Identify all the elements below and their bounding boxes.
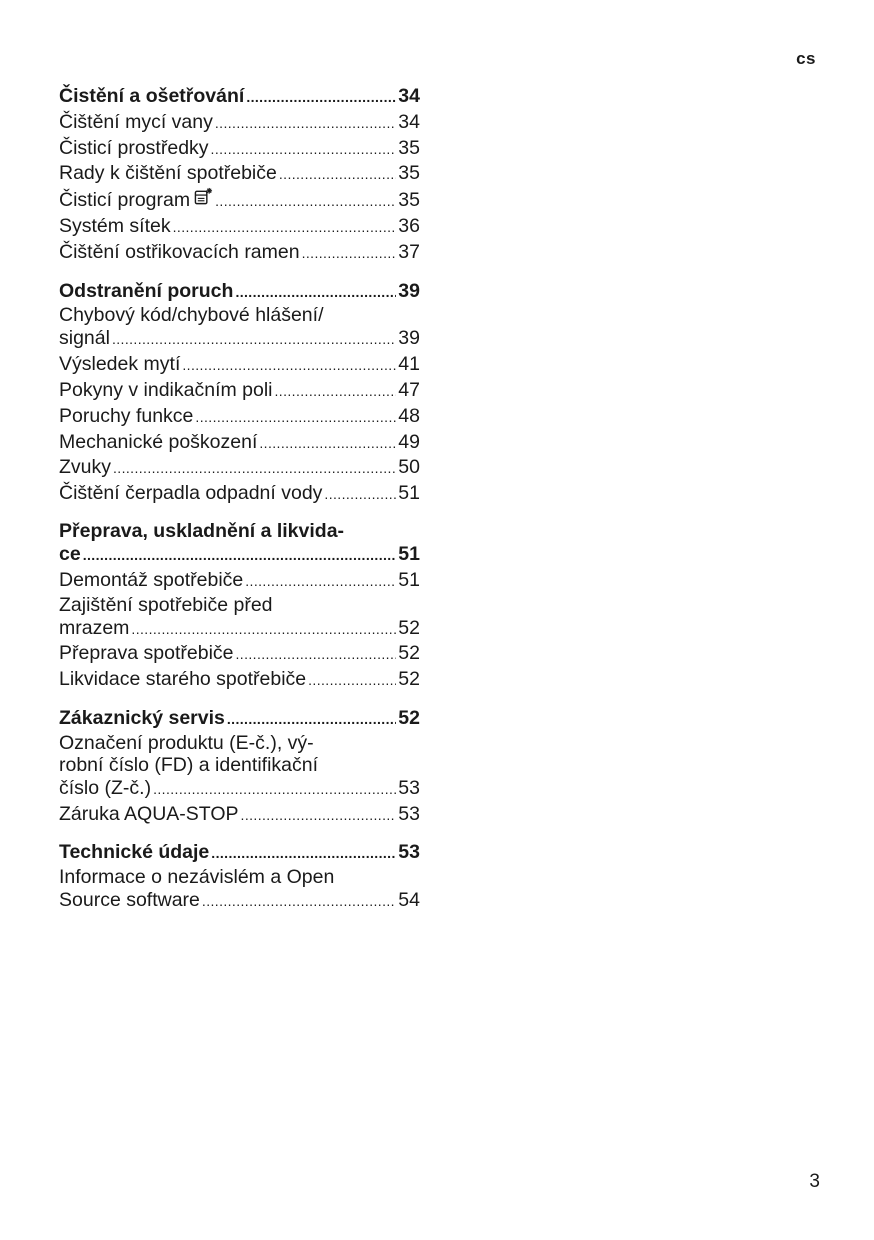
dot-leader — [195, 405, 396, 430]
dot-leader — [245, 569, 396, 594]
dot-leader — [215, 189, 396, 214]
page-ref: 52 — [398, 668, 420, 691]
table-of-contents — [59, 84, 420, 927]
entry-label-line: Označení produktu (E-č.), vý- — [59, 731, 314, 754]
toc-section-heading[interactable] — [59, 279, 420, 305]
page-ref: 34 — [398, 85, 420, 107]
toc-entry[interactable] — [59, 732, 420, 802]
page-ref: 54 — [398, 889, 420, 912]
entry-label: Čisticí prostředky — [59, 136, 209, 159]
entry-label-line: Informace o nezávislém a Open — [59, 866, 335, 889]
entry-label: Záruka AQUA-STOP — [59, 802, 239, 825]
section-title: ce — [59, 542, 81, 565]
toc-section-heading[interactable] — [59, 84, 420, 110]
toc-entry[interactable] — [59, 866, 420, 914]
toc-section — [59, 279, 420, 507]
entry-label: Čištění mycí vany — [59, 110, 213, 133]
page-ref: 52 — [398, 706, 420, 729]
section-title: Odstranění poruch — [59, 279, 234, 302]
dot-leader — [112, 327, 396, 352]
dot-leader — [211, 137, 397, 162]
entry-label: Poruchy funkce — [59, 404, 194, 427]
page-ref: 51 — [398, 542, 420, 565]
page-ref: 35 — [398, 189, 420, 212]
page-ref: 34 — [398, 110, 420, 133]
cleaning-program-icon — [194, 187, 213, 206]
toc-section — [59, 706, 420, 827]
page-ref: 47 — [398, 378, 420, 401]
entry-label-line: Zajištění spotřebiče před — [59, 593, 273, 616]
section-title: Zákaznický servis — [59, 706, 225, 729]
entry-label-line: Chybový kód/chybové hlášení/ — [59, 304, 324, 327]
entry-label: Mechanické poškození — [59, 430, 258, 453]
dot-leader — [308, 668, 396, 693]
entry-label: mrazem — [59, 616, 130, 639]
entry-label-line: robní číslo (FD) a identifikační — [59, 753, 319, 776]
entry-label: signál — [59, 327, 110, 350]
toc-entry[interactable] — [59, 187, 420, 214]
toc-section — [59, 84, 420, 266]
toc-entry[interactable] — [59, 404, 420, 430]
entry-label: Demontáž spotřebiče — [59, 568, 244, 591]
dot-leader — [246, 85, 396, 110]
entry-label: Zvuky — [59, 456, 112, 479]
toc-section — [59, 520, 420, 693]
entry-label: Rady k čištění spotřebiče — [59, 162, 277, 185]
toc-entry[interactable] — [59, 240, 420, 266]
dot-leader — [153, 777, 396, 802]
toc-entry[interactable] — [59, 667, 420, 693]
entry-label: Čisticí program — [59, 189, 191, 212]
toc-entry[interactable] — [59, 455, 420, 481]
toc-section-heading[interactable] — [59, 520, 420, 568]
toc-entry[interactable] — [59, 594, 420, 642]
toc-entry[interactable] — [59, 352, 420, 378]
toc-entry[interactable] — [59, 378, 420, 404]
page-ref: 48 — [398, 404, 420, 427]
entry-label: číslo (Z-č.) — [59, 776, 152, 799]
entry-label: Výsledek mytí — [59, 353, 181, 376]
toc-entry[interactable] — [59, 802, 420, 828]
dot-leader — [241, 803, 397, 828]
entry-label: Source software — [59, 889, 200, 912]
page-ref: 49 — [398, 430, 420, 453]
page-ref: 51 — [398, 482, 420, 505]
page-ref: 52 — [398, 616, 420, 639]
entry-label: Přeprava spotřebiče — [59, 642, 234, 665]
page-ref: 35 — [398, 162, 420, 185]
section-title: Čistění a ošetřování — [59, 85, 245, 107]
dot-leader — [279, 162, 396, 187]
page-ref: 35 — [398, 136, 420, 159]
dot-leader — [324, 482, 396, 507]
toc-entry[interactable] — [59, 304, 420, 352]
dot-leader — [182, 353, 396, 378]
toc-section-heading[interactable] — [59, 706, 420, 732]
page-ref: 39 — [398, 327, 420, 350]
toc-entry[interactable] — [59, 161, 420, 187]
dot-leader — [236, 642, 397, 667]
dot-leader — [235, 280, 396, 305]
dot-leader — [275, 379, 397, 404]
page-ref: 36 — [398, 214, 420, 237]
page-ref: 53 — [398, 802, 420, 825]
toc-entry[interactable] — [59, 136, 420, 162]
page-ref: 37 — [398, 240, 420, 263]
section-title-line: Přeprava, uskladnění a likvida- — [59, 519, 345, 542]
toc-entry[interactable] — [59, 568, 420, 594]
toc-entry[interactable] — [59, 214, 420, 240]
page-ref: 50 — [398, 456, 420, 479]
dot-leader — [302, 241, 397, 266]
dot-leader — [131, 617, 396, 642]
page-ref: 53 — [398, 776, 420, 799]
dot-leader — [202, 889, 396, 914]
dot-leader — [113, 456, 396, 481]
page-ref: 53 — [398, 841, 420, 864]
dot-leader — [227, 707, 396, 732]
language-code: cs — [796, 49, 816, 68]
toc-section-heading[interactable] — [59, 840, 420, 866]
toc-entry[interactable] — [59, 110, 420, 136]
page-ref: 52 — [398, 642, 420, 665]
dot-leader — [215, 111, 396, 136]
toc-entry[interactable] — [59, 481, 420, 507]
dot-leader — [83, 543, 397, 568]
entry-label: Čištění ostřikovacích ramen — [59, 240, 300, 263]
page-ref: 41 — [398, 353, 420, 376]
entry-label: Pokyny v indikačním poli — [59, 378, 273, 401]
page-ref: 39 — [398, 279, 420, 302]
entry-label: Čištění čerpadla odpadní vody — [59, 482, 323, 505]
page-number: 3 — [809, 1171, 820, 1192]
toc-entry[interactable] — [59, 430, 420, 456]
dot-leader — [173, 215, 397, 240]
dot-leader — [211, 841, 396, 866]
toc-section — [59, 840, 420, 914]
dot-leader — [259, 431, 396, 456]
entry-label: Likvidace starého spotřebiče — [59, 668, 307, 691]
page-ref: 51 — [398, 568, 420, 591]
section-title: Technické údaje — [59, 841, 210, 864]
toc-entry[interactable] — [59, 641, 420, 667]
entry-label: Systém sítek — [59, 214, 171, 237]
